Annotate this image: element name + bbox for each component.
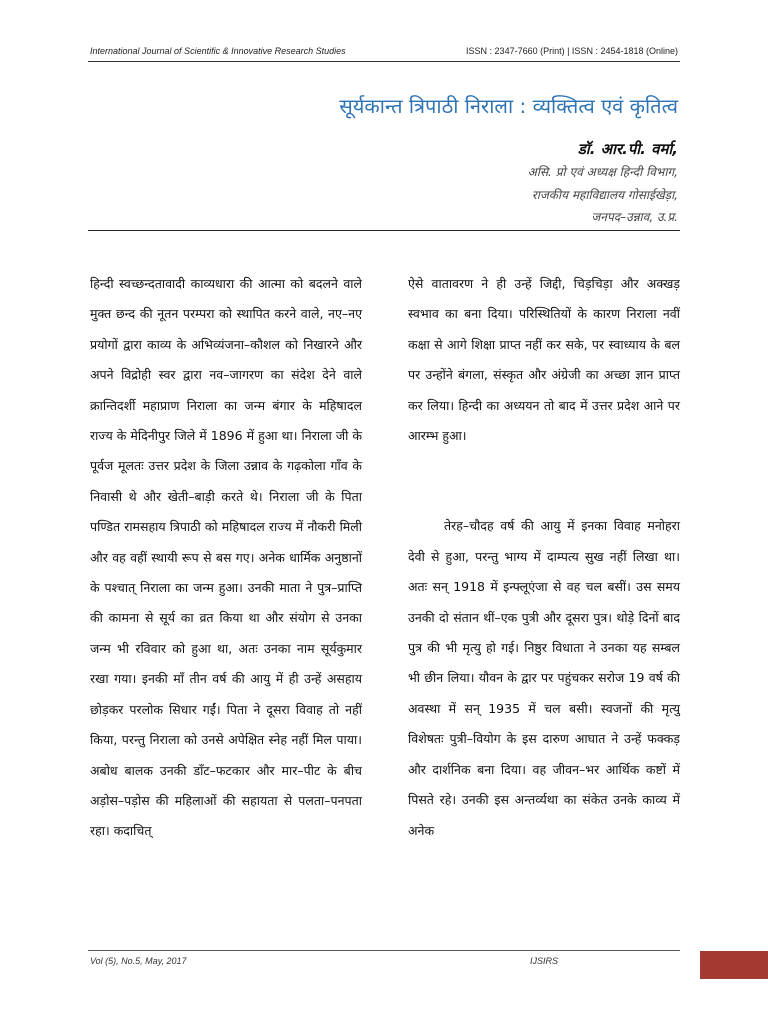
- author-affiliation-line-2: राजकीय महाविद्यालय गोसाईखेड़ा,: [531, 188, 678, 202]
- footer-accent-block: [700, 951, 768, 979]
- volume-info: Vol (5), No.5, May, 2017: [90, 956, 187, 966]
- journal-abbreviation: IJSIRS: [530, 956, 559, 966]
- author-affiliation-line-3: जनपद–उन्नाव, उ.प्र.: [591, 210, 678, 224]
- body-paragraph: ऐसे वातावरण ने ही उन्हें जिद्दी, चिड़चिड़ा और अक्खड़ स्वभाव का बना दिया। परिस्थितियों के कारण निराला नवीं कक्षा से आगे शिक्षा प्राप्त नहीं कर सके, पर स्वाध्याय के बल पर उन्होंने बंगला, संस्कृत और अंग्रेजी का अच्छा ज्ञान प्राप्त कर लिया। हिन्दी का अध्ययन तो बाद में उत्तर प्रदेश आने पर आरम्भ हुआ।: [408, 276, 680, 444]
- title-divider: [88, 230, 680, 231]
- issn-text: ISSN : 2347-7660 (Print) | ISSN : 2454-1818 (Online): [466, 46, 678, 56]
- footer-divider: [88, 950, 680, 951]
- author-affiliation-line-1: असि. प्रो एवं अध्यक्ष हिन्दी विभाग,: [527, 165, 678, 179]
- author-name: डॉ. आर.पी. वर्मा,: [577, 140, 678, 158]
- article-title: सूर्यकान्त त्रिपाठी निराला : व्यक्तित्व एवं कृतित्व: [339, 94, 678, 118]
- left-column: [90, 269, 362, 847]
- right-column: [408, 269, 680, 846]
- body-paragraph: तेरह–चौदह वर्ष की आयु में इनका विवाह मनोहरा देवी से हुआ, परन्तु भाग्य में दाम्पत्य सुख नहीं लिखा था। अतः सन् 1918 में इन्फ्लूएंजा से वह चल बसीं। उस समय उनकी दो संतान थीं–एक पुत्री और दूसरा पुत्र। थोड़े दिनों बाद पुत्र की भी मृत्यु हो गई। निष्ठुर विधाता ने उनका यह सम्बल भी छीन लिया। यौवन के द्वार पर पहुंचकर सरोज 19 वर्ष की अवस्था में सन् 1935 में चल बसी। स्वजनों की मृत्यु विशेषतः पुत्री–वियोग के इस दारुण आघात ने उन्हें फक्कड़ और दार्शनिक बना दिया। वह जीवन–भर आर्थिक कष्टों में पिसते रहे। उनकी इस अन्तर्व्यथा का संकेत उनके काव्य में अनेक: [408, 518, 680, 838]
- header-divider: [88, 61, 680, 62]
- journal-name: International Journal of Scientific & Innovative Research Studies: [90, 46, 346, 56]
- body-paragraph: हिन्दी स्वच्छन्दतावादी काव्यधारा की आत्मा को बदलने वाले मुक्त छन्द की नूतन परम्परा को स्थापित करने वाले, नए–नए प्रयोगों द्वारा काव्य के अभिव्यंजना–कौशल को निखारने और अपने विद्रोही स्वर द्वारा नव–जागरण का संदेश देने वाले क्रान्तिदर्शी महाप्राण निराला का जन्म बंगार के महिषादल राज्य के मेदिनीपुर जिले में 1896 में हुआ था। निराला जी के पूर्वज मूलतः उत्तर प्रदेश के जिला उन्नाव के गढ़कोला गाँव के निवासी थे और खेती–बाड़ी करते थे। निराला जी के पिता पण्डित रामसहाय त्रिपाठी को महिषादल राज्य में नौकरी मिली और वह वहीं स्थायी रूप से बस गए। अनेक धार्मिक अनुष्ठानों के पश्चात् निराला का जन्म हुआ। उनकी माता ने पुत्र–प्राप्ति की कामना से सूर्य का व्रत किया था और संयोग से उनका जन्म भी रविवार को हुआ था, अतः उनका नाम सूर्यकुमार रखा गया। इनकी माँ तीन वर्ष की आयु में ही उन्हें असहाय छोड़कर परलोक सिधार गईं। पिता ने दूसरा विवाह तो नहीं किया, परन्तु निराला को उनसे अपेक्षित स्नेह नहीं मिल पाया। अबोध बालक उनकी डाँट–फटकार और मार–पीट के बीच अड़ोस–पड़ोस की महिलाओं की सहायता से पलता–पनपता रहा। कदाचित्: [90, 276, 362, 839]
